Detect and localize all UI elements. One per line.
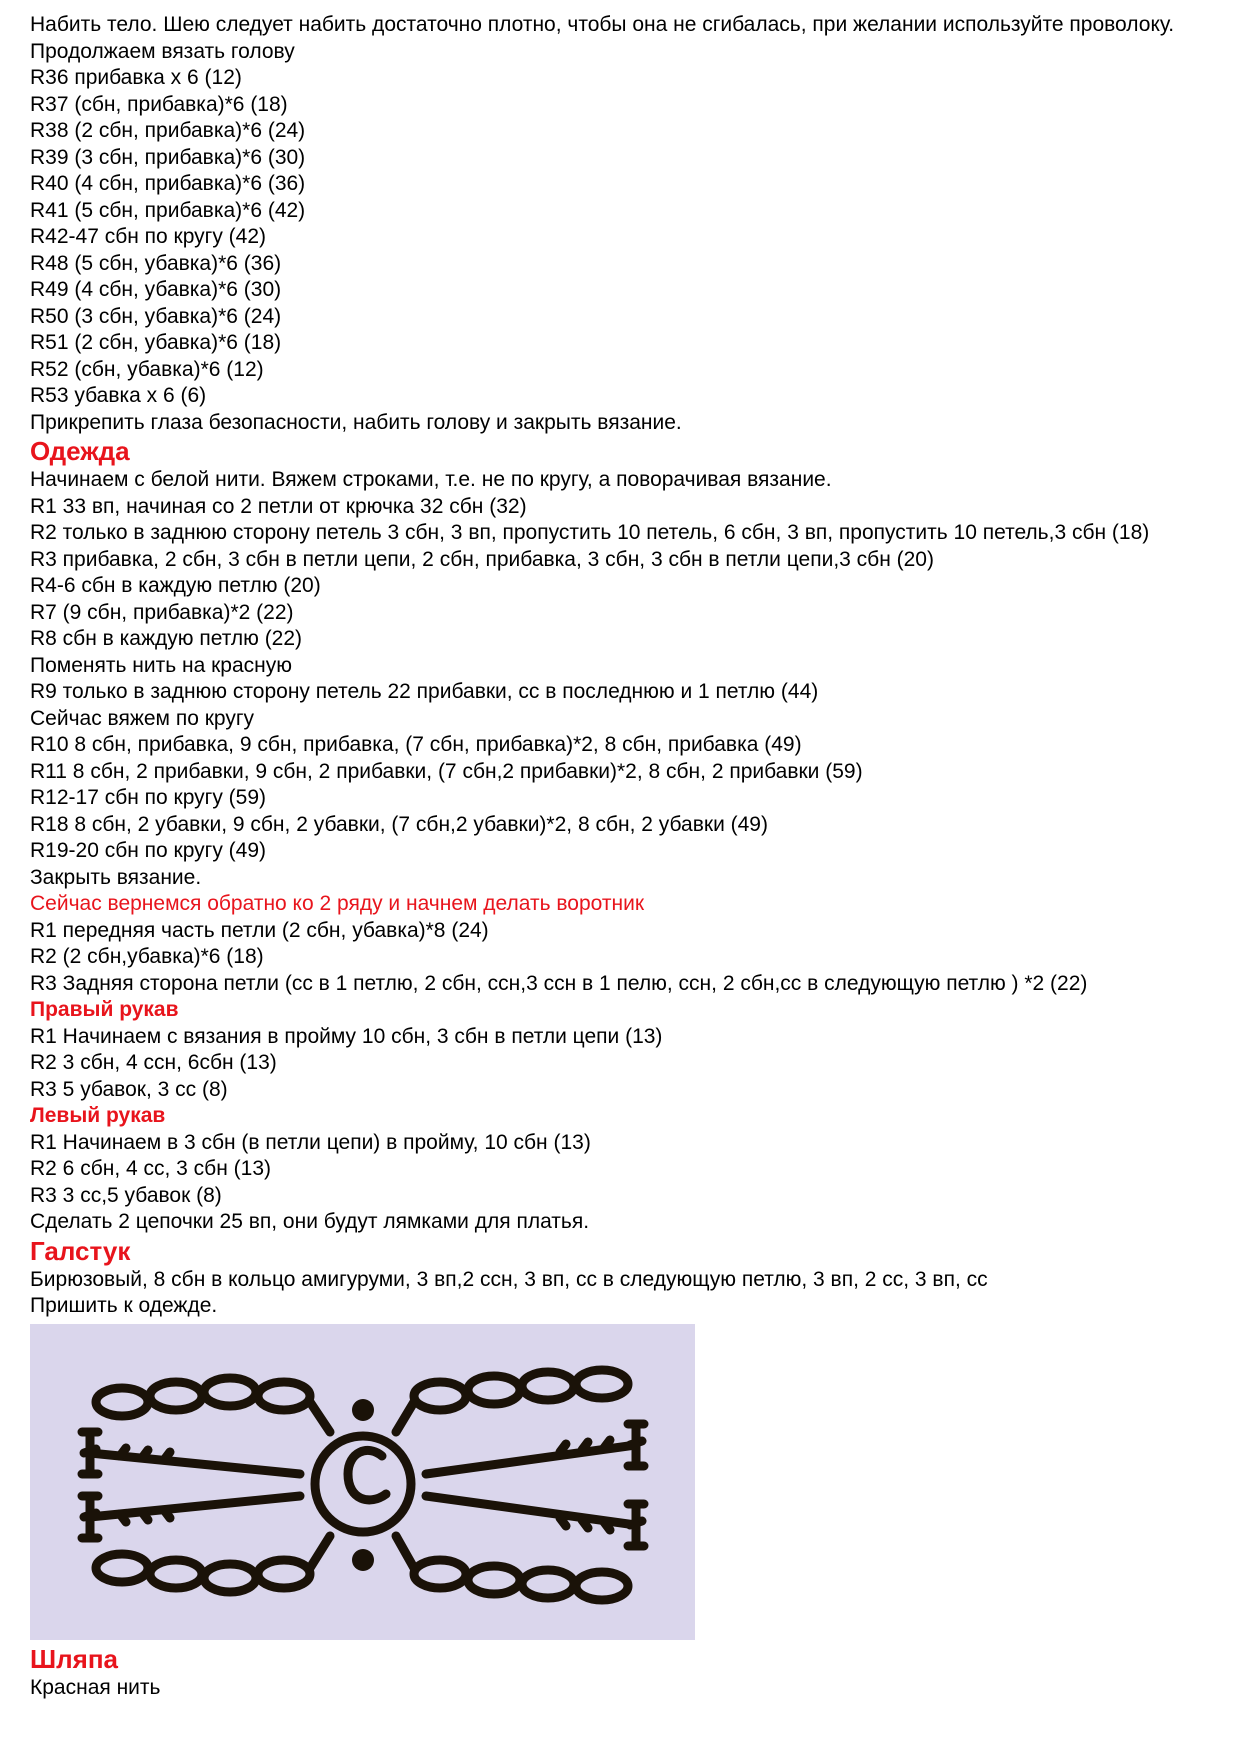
clothes-section: [30, 436, 1230, 997]
row-instruction: R3 3 сс,5 убавок (8): [30, 1183, 222, 1207]
row-instruction: R53 убавка х 6 (6): [30, 384, 207, 407]
row-instruction: R11 8 сбн, 2 прибавки, 9 сбн, 2 прибавки, (7 сбн,2 прибавки)*2, 8 сбн, 2 прибавки (59): [30, 759, 863, 783]
section-heading-clothes: Одежда: [30, 436, 130, 466]
paragraph: Сделать 2 цепочки 25 вп, они будут лямками для платья.: [30, 1210, 590, 1233]
section-heading-left-sleeve: Левый рукав: [30, 1104, 166, 1127]
row-instruction: R3 5 убавок, 3 сс (8): [30, 1077, 228, 1101]
intro-section: [30, 12, 1230, 436]
tie-crochet-diagram: [30, 1324, 695, 1640]
paragraph: Сейчас вяжем по кругу: [30, 706, 254, 730]
row-instruction: R48 (5 сбн, убавка)*6 (36): [30, 251, 282, 275]
right-sleeve-section: [30, 997, 1230, 1103]
section-heading-right-sleeve: Правый рукав: [30, 998, 179, 1021]
row-instruction: R38 (2 сбн, прибавка)*6 (24): [30, 119, 306, 142]
row-instruction: R1 Начинаем в 3 сбн (в петли цепи) в пройму, 10 сбн (13): [30, 1130, 591, 1154]
row-instruction: R50 (3 сбн, убавка)*6 (24): [30, 304, 282, 328]
row-instruction: R37 (сбн, прибавка)*6 (18): [30, 92, 288, 116]
paragraph: Закрыть вязание.: [30, 865, 202, 889]
row-instruction: R1 передняя часть петли (2 сбн, убавка)*8 (24): [30, 918, 489, 942]
row-instruction: R8 сбн в каждую петлю (22): [30, 627, 303, 650]
paragraph: Поменять нить на красную: [30, 653, 292, 677]
row-instruction: R52 (сбн, убавка)*6 (12): [30, 357, 264, 381]
left-sleeve-section: [30, 1103, 1230, 1236]
row-instruction: R12-17 сбн по кругу (59): [30, 786, 267, 809]
row-instruction: R19-20 сбн по кругу (49): [30, 839, 267, 862]
row-instruction: R41 (5 сбн, прибавка)*6 (42): [30, 198, 306, 222]
tie-section: [30, 1236, 1230, 1640]
row-instruction: R3 прибавка, 2 сбн, 3 сбн в петли цепи, 2 сбн, прибавка, 3 сбн, 3 сбн в петли цепи,3 сбн (20): [30, 547, 934, 571]
paragraph: Прикрепить глаза безопасности, набить голову и закрыть вязание.: [30, 410, 682, 434]
row-instruction: R9 только в заднюю сторону петель 22 прибавки, сс в последнюю и 1 петлю (44): [30, 680, 819, 703]
paragraph: Начинаем с белой нити. Вяжем строками, т.е. не по кругу, а поворачивая вязание.: [30, 468, 832, 491]
row-instruction: R2 (2 сбн,убавка)*6 (18): [30, 945, 264, 968]
collar-note: Сейчас вернемся обратно ко 2 ряду и начнем делать воротник: [30, 892, 645, 915]
section-heading-hat: Шляпа: [30, 1643, 118, 1674]
section-heading-tie: Галстук: [30, 1235, 131, 1266]
row-instruction: R18 8 сбн, 2 убавки, 9 сбн, 2 убавки, (7 сбн,2 убавки)*2, 8 сбн, 2 убавки (49): [30, 812, 768, 836]
slip-stitch-dot: [352, 1549, 374, 1571]
paragraph: Набить тело. Шею следует набить достаточно плотно, чтобы она не сгибалась, при желании используйте проволоку. Продолжаем вязать голову: [30, 13, 1175, 63]
row-instruction: R39 (3 сбн, прибавка)*6 (30): [30, 145, 306, 169]
row-instruction: R49 (4 сбн, убавка)*6 (30): [30, 278, 282, 301]
row-instruction: R2 6 сбн, 4 сс, 3 сбн (13): [30, 1157, 271, 1180]
hat-section: [30, 1644, 1230, 1702]
row-instruction: Бирюзовый, 8 сбн в кольцо амигуруми, 3 вп,2 ссн, 3 вп, сс в следующую петлю, 3 вп, 2 сс, 3 вп, сс: [30, 1267, 988, 1291]
row-instruction: R42-47 сбн по кругу (42): [30, 225, 267, 248]
row-instruction: R10 8 сбн, прибавка, 9 сбн, прибавка, (7 сбн, прибавка)*2, 8 сбн, прибавка (49): [30, 733, 802, 756]
row-instruction: R2 3 сбн, 4 ссн, 6сбн (13): [30, 1051, 277, 1074]
paragraph: Пришить к одежде.: [30, 1294, 218, 1317]
row-instruction: R2 только в заднюю сторону петель 3 сбн, 3 вп, пропустить 10 петель, 6 сбн, 3 вп, пропустить 10 петель,3 сбн (18): [30, 521, 1150, 544]
row-instruction: R51 (2 сбн, убавка)*6 (18): [30, 331, 282, 354]
row-instruction: R4-6 сбн в каждую петлю (20): [30, 574, 321, 597]
row-instruction: R1 Начинаем с вязания в пройму 10 сбн, 3 сбн в петли цепи (13): [30, 1024, 663, 1048]
row-instruction: R3 Задняя сторона петли (сс в 1 петлю, 2 сбн, ссн,3 ссн в 1 пелю, ссн, 2 сбн,сс в следующую петлю ) *2 (22): [30, 971, 1088, 995]
document-page: [30, 12, 1230, 1701]
row-instruction: R40 (4 сбн, прибавка)*6 (36): [30, 172, 306, 195]
slip-stitch-dot: [352, 1399, 374, 1421]
row-instruction: R36 прибавка х 6 (12): [30, 66, 242, 89]
row-instruction: R1 33 вп, начиная со 2 петли от крючка 32 сбн (32): [30, 494, 527, 518]
paragraph: Красная нить: [30, 1675, 161, 1699]
row-instruction: R7 (9 сбн, прибавка)*2 (22): [30, 600, 294, 624]
